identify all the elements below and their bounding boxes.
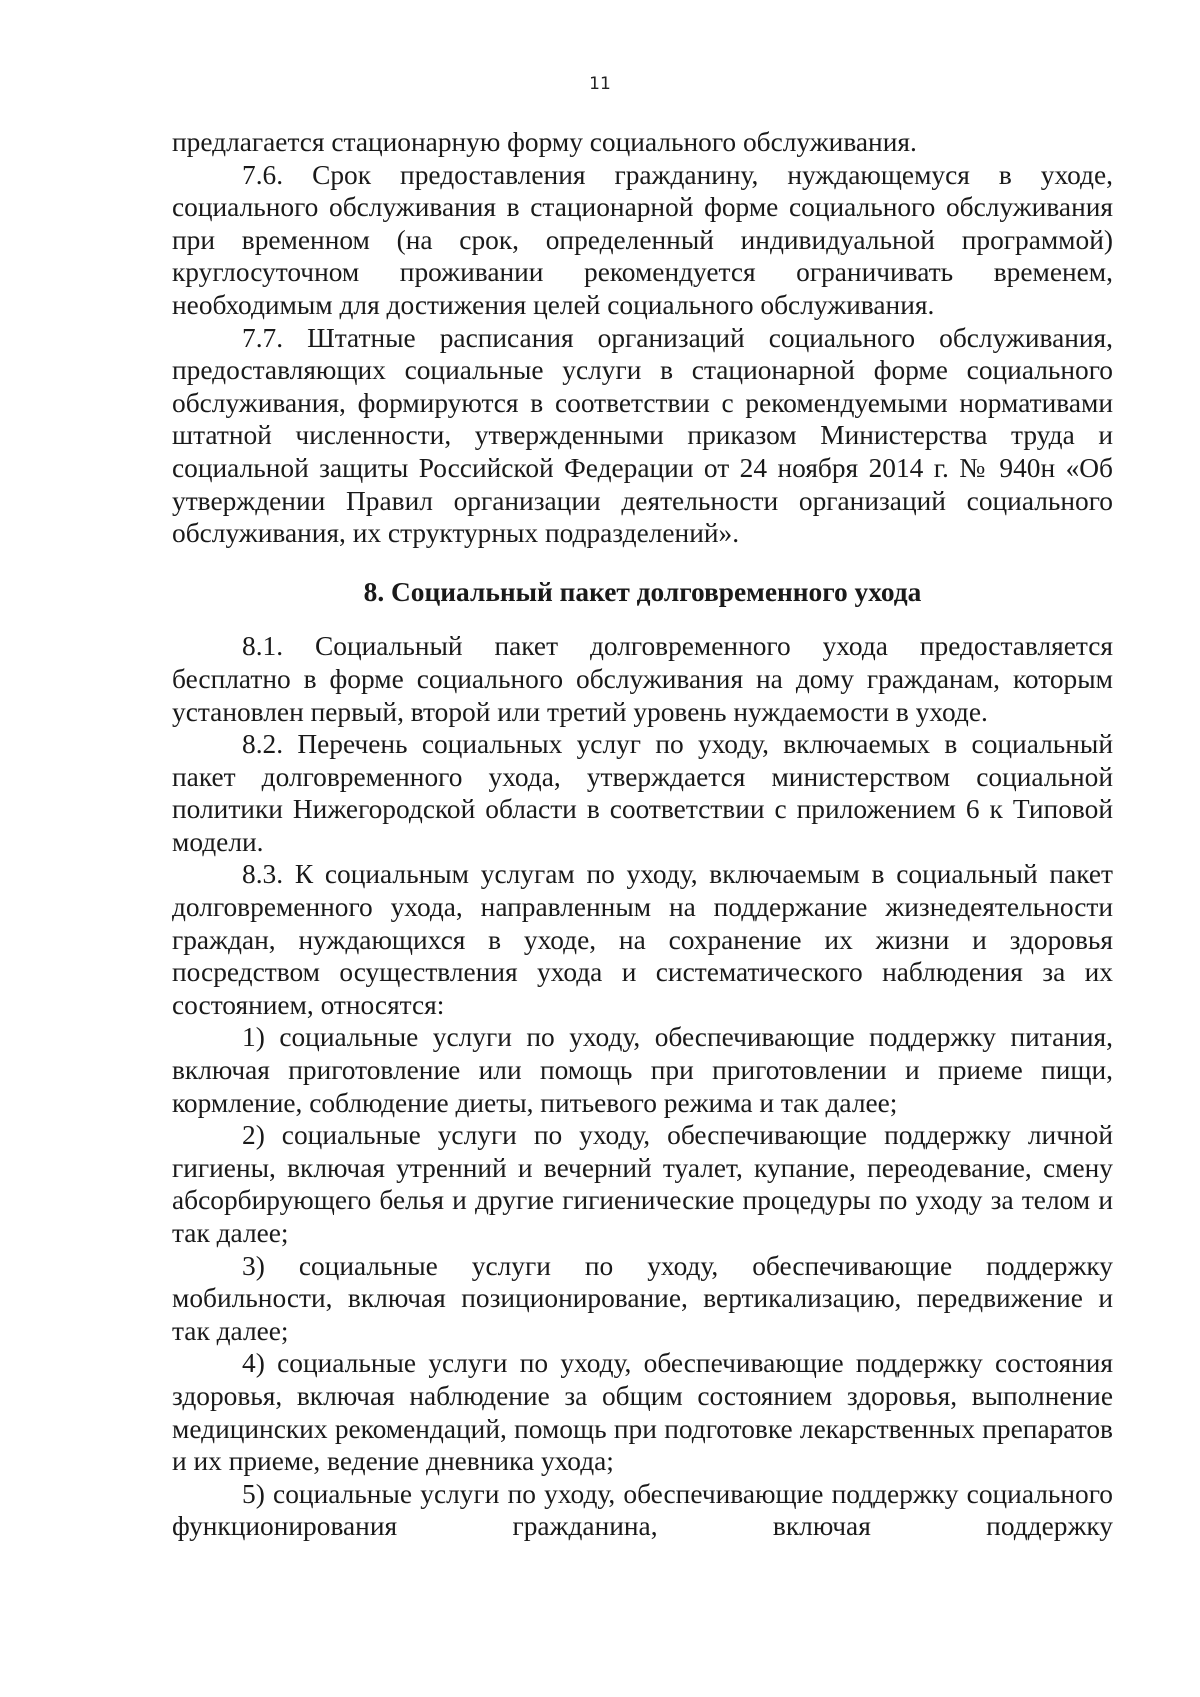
paragraph-7-6: 7.6. Срок предоставления гражданину, нуждающемуся в уходе, социального обслуживания в стационарной форме социального обслуживания при временном (на срок, определенный индивидуальной программой) круглосуточном проживании рекомендуется ограничивать временем, необходимым для достижения целей социального обслуживания. [172, 159, 1113, 320]
list-item-3: 3) социальные услуги по уходу, обеспечивающие поддержку мобильности, включая позиционирование, вертикализацию, передвижение и так далее; [172, 1250, 1113, 1346]
paragraph-8-3: 8.3. К социальным услугам по уходу, включаемым в социальный пакет долговременного ухода, направленным на поддержание жизнедеятельности граждан, нуждающихся в уходе, на сохранение их жизни и здоровья посредством осуществления ухода и систематического наблюдения за их состоянием, относятся: [172, 859, 1113, 1020]
list-item-4: 4) социальные услуги по уходу, обеспечивающие поддержку состояния здоровья, включая наблюдение за общим состоянием здоровья, выполнение медицинских рекомендаций, помощь при подготовке лекарственных препаратов и их приеме, ведение дневника ухода; [172, 1348, 1113, 1477]
list-item-2: 2) социальные услуги по уходу, обеспечивающие поддержку личной гигиены, включая утренний и вечерний туалет, купание, переодевание, смену абсорбирующего белья и другие гигиенические процедуры по уходу за телом и так далее; [172, 1120, 1113, 1248]
paragraph-7-7: 7.7. Штатные расписания организаций социального обслуживания, предоставляющих социальные услуги в стационарной форме социального обслуживания, формируются в соответствии с рекомендуемыми нормативами штатной численности, утвержденными приказом Министерства труда и социальной защиты Российской Федерации от 24 ноября 2014 г. № 940н «Об утверждении Правил организации деятельности организаций социального обслуживания, их структурных подразделений». [172, 322, 1113, 549]
paragraph-continuation: предлагается стационарную форму социального обслуживания. [172, 127, 917, 157]
paragraph-8-2: 8.2. Перечень социальных услуг по уходу, включаемых в социальный пакет долговременного ухода, утверждается министерством социальной политики Нижегородской области в соответствии с приложением 6 к Типовой модели. [172, 729, 1113, 857]
page-number: 11 [589, 74, 611, 94]
document-body [172, 126, 1113, 1543]
list-item-1: 1) социальные услуги по уходу, обеспечивающие поддержку питания, включая приготовление или помощь при приготовлении и приеме пищи, кормление, соблюдение диеты, питьевого режима и так далее; [172, 1022, 1113, 1118]
section-heading: 8. Социальный пакет долговременного ухода [363, 576, 922, 607]
paragraph-8-1: 8.1. Социальный пакет долговременного ухода предоставляется бесплатно в форме социального обслуживания на дому гражданам, которым установлен первый, второй или третий уровень нуждаемости в уходе. [172, 631, 1113, 727]
list-item-5: 5) социальные услуги по уходу, обеспечивающие поддержку социального функционирования гражданина, включая поддержку [172, 1478, 1113, 1542]
